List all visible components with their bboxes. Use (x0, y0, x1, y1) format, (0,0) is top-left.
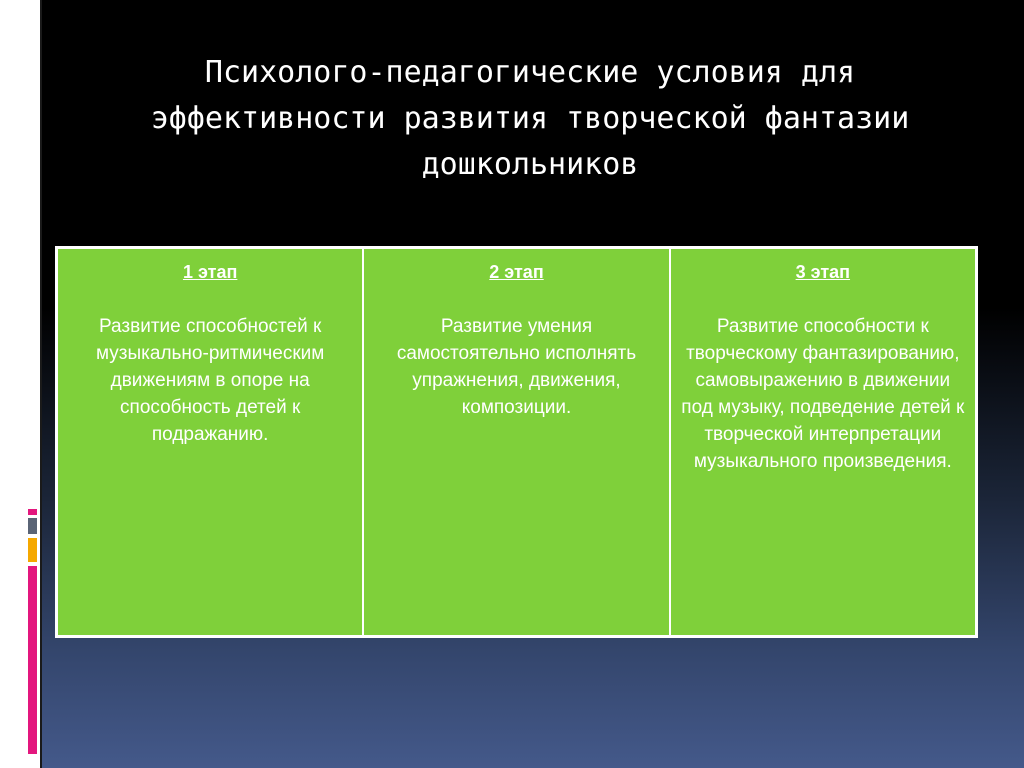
accent-bar-orange (28, 538, 37, 562)
stage-1-label: 1 этап (182, 262, 238, 282)
stages-table (55, 246, 978, 638)
accent-bar-gray (28, 518, 37, 534)
stage-cell-3 (671, 249, 975, 635)
accent-bar-pink-small (28, 509, 37, 515)
stage-2-label: 2 этап (489, 262, 544, 282)
accent-bar-pink-long (28, 566, 37, 754)
stage-2-text: Развитие умения самостоятельно исполнять упражнения, движения, композиции. (396, 316, 637, 418)
stage-1-text: Развитие способностей к музыкально-ритмическим движениям в опоре на способность детей к подражанию. (96, 316, 325, 445)
stage-cell-1 (58, 249, 362, 635)
stage-3-text: Развитие способности к творческому фантазированию, самовыражению в движении под музыку, подведение детей к творческой интерпретации музыкального произведения. (681, 316, 965, 472)
stage-cell-2 (364, 249, 668, 635)
slide-title: Психолого-педагогические условия для эффективности развития творческой фантазии дошкольников (150, 55, 910, 182)
stage-3-label: 3 этап (795, 262, 851, 282)
